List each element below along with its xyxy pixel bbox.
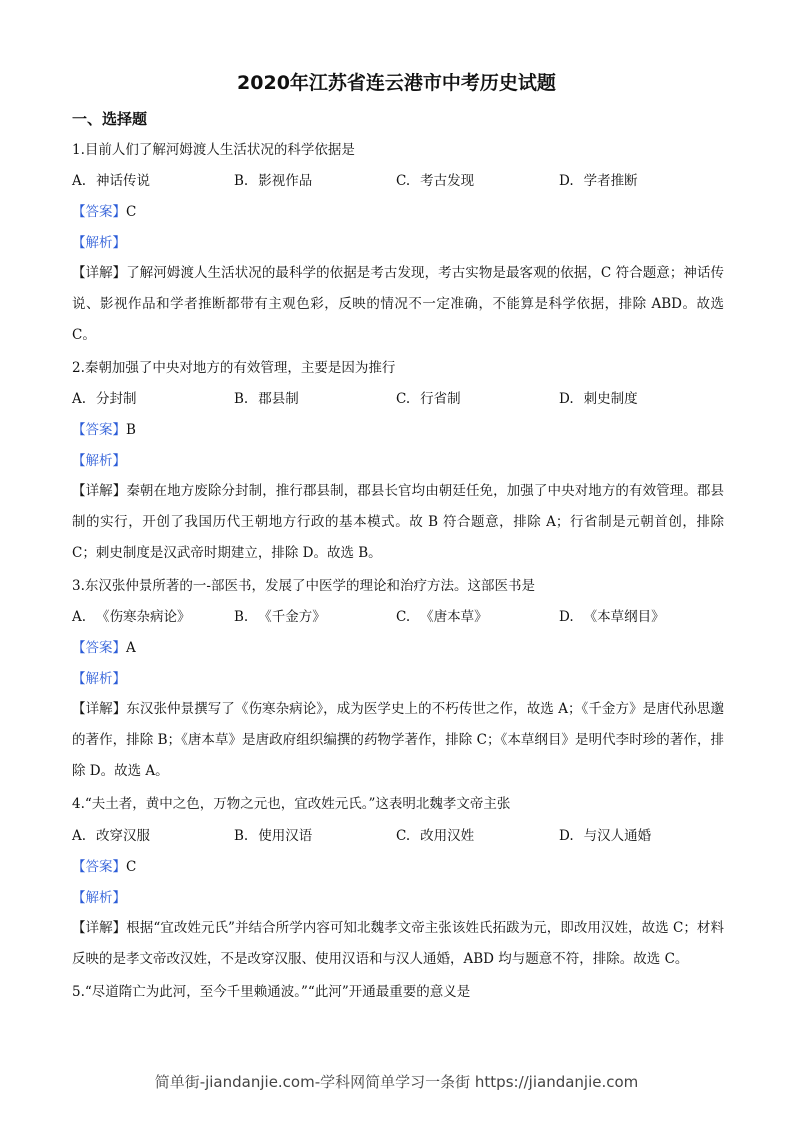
page-footer: 简单街-jiandanjie.com-学科网简单学习一条街 https://jiandanjie.com xyxy=(154,1073,639,1091)
page-title: 2020年江苏省连云港市中考历史试题 xyxy=(237,72,556,94)
question-2-stem: 2.秦朝加强了中央对地方的有效管理，主要是因为推行 xyxy=(72,360,396,376)
question-1-stem: 1.目前人们了解河姆渡人生活状况的科学依据是 xyxy=(72,142,355,158)
question-4-option-a: A. 改穿汉服 xyxy=(72,828,151,844)
question-1-option-a: A. 神话传说 xyxy=(72,173,151,189)
question-3-detail: 【详解】东汉张仲景撰写了《伤寒杂病论》，成为医学史上的不朽传世之作，故选 A；《千金方》是唐代孙思邈的著作，排除 B；《唐本草》是唐政府组织编撰的药物学著作，排除 C；《本草纲目》是明代李时珍的著作，排除 D。故选 A。 xyxy=(72,701,725,779)
question-5-stem: 5.“尽道隋亡为此河，至今千里赖通波。”“此河”开通最重要的意义是 xyxy=(72,984,471,1000)
question-4-answer: 【答案】C xyxy=(72,859,137,875)
question-2-option-a: A. 分封制 xyxy=(72,391,137,407)
question-4-option-c: C. 改用汉姓 xyxy=(396,828,475,844)
question-1-answer: 【答案】C xyxy=(72,204,137,220)
question-2-analysis-label: 【解析】 xyxy=(72,453,126,469)
question-4-analysis-label: 【解析】 xyxy=(72,890,126,906)
question-2-option-c: C. 行省制 xyxy=(396,391,461,407)
question-1-option-d: D. 学者推断 xyxy=(559,173,638,189)
question-3-option-b: B. 《千金方》 xyxy=(234,609,326,625)
question-1-option-c: C. 考古发现 xyxy=(396,173,475,189)
question-3-option-a: A. 《伤寒杂病论》 xyxy=(72,609,191,625)
question-4-option-b: B. 使用汉语 xyxy=(234,828,313,844)
question-3-option-c: C. 《唐本草》 xyxy=(396,609,488,625)
question-3-option-d: D. 《本草纲目》 xyxy=(559,609,665,625)
question-2-option-d: D. 刺史制度 xyxy=(559,391,638,407)
section-heading: 一、选择题 xyxy=(72,110,148,128)
question-4-option-d: D. 与汉人通婚 xyxy=(559,828,652,844)
question-1-option-b: B. 影视作品 xyxy=(234,173,313,189)
question-3-stem: 3.东汉张仲景所著的一-部医书，发展了中医学的理论和治疗方法。这部医书是 xyxy=(72,578,535,594)
question-4-stem: 4.“夫土者，黄中之色，万物之元也，宜改姓元氏。”这表明北魏孝文帝主张 xyxy=(72,796,511,812)
question-2-option-b: B. 郡县制 xyxy=(234,391,299,407)
question-4-detail: 【详解】根据“宜改姓元氏”并结合所学内容可知北魏孝文帝主张该姓氏拓跋为元，即改用汉姓，故选 C；材料反映的是孝文帝改汉姓，不是改穿汉服、使用汉语和与汉人通婚，ABD 均与题意不符，排除。故选 C。 xyxy=(72,920,724,967)
question-1-detail: 【详解】了解河姆渡人生活状况的最科学的依据是考古发现，考古实物是最客观的依据，C 符合题意；神话传说、影视作品和学者推断都带有主观色彩，反映的情况不一定准确，不能算是科学依据，排除 ABD。故选 C。 xyxy=(72,265,724,343)
question-2-answer: 【答案】B xyxy=(72,422,136,438)
question-3-analysis-label: 【解析】 xyxy=(72,671,126,687)
question-2-detail: 【详解】秦朝在地方废除分封制，推行郡县制，郡县长官均由朝廷任免，加强了中央对地方的有效管理。郡县制的实行，开创了我国历代王朝地方行政的基本模式。故 B 符合题意，排除 A；行省制是元朝首创，排除 C；刺史制度是汉武帝时期建立，排除 D。故选 B。 xyxy=(72,483,725,561)
question-1-analysis-label: 【解析】 xyxy=(72,235,126,251)
question-3-answer: 【答案】A xyxy=(72,640,136,656)
